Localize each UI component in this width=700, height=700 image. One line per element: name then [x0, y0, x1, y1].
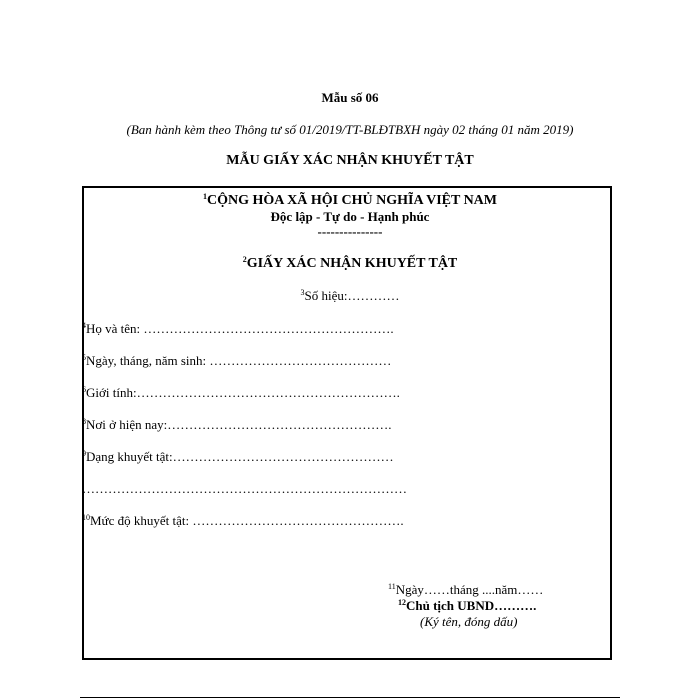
- header-rule: ---------------: [317, 224, 383, 239]
- field-disability-level: $^{10}$Mức độ khuyết tật: ………………………………………….: [82, 513, 404, 528]
- form-number: Mẫu số 06: [321, 90, 379, 105]
- form-title: MẪU GIẤY XÁC NHẬN KHUYẾT TẬT: [226, 153, 474, 168]
- issued-note: (Ban hành kèm theo Thông tư số 01/2019/TT-BLĐTBXH ngày 02 tháng 01 năm 2019): [126, 122, 574, 137]
- field-disability-type: $^9$Dạng khuyết tật:……………………………………………: [82, 449, 394, 464]
- certificate-number: $^3$Số hiệu:…………: [300, 288, 400, 303]
- motto: Độc lập - Tự do - Hạnh phúc: [270, 209, 430, 224]
- certificate-title: $^2$GIẤY XÁC NHẬN KHUYẾT TẬT: [242, 255, 458, 271]
- field-date-of-birth: $^5$Ngày, tháng, năm sinh: ……………………………………: [82, 353, 392, 368]
- signature-note: (Ký tên, đóng dấu): [420, 614, 518, 629]
- field-full-name: $^4$Họ và tên: ………………………………………………….: [82, 321, 394, 336]
- signature-date: $^{11}$Ngày……tháng ....năm……: [388, 582, 544, 597]
- signature-title: $^{12}$Chủ tịch UBND……….: [398, 598, 537, 613]
- field-disability-type-continued: …………………………………………………………………: [82, 481, 407, 496]
- page-divider: [80, 697, 620, 698]
- country-header: $^1$CỘNG HÒA XÃ HỘI CHỦ NGHĨA VIỆT NAM: [202, 192, 497, 208]
- field-residence: $^8$Nơi ở hiện nay:…………………………………………….: [82, 417, 392, 432]
- field-gender: $^6$Giới tính:…………………………………………………….: [82, 385, 400, 400]
